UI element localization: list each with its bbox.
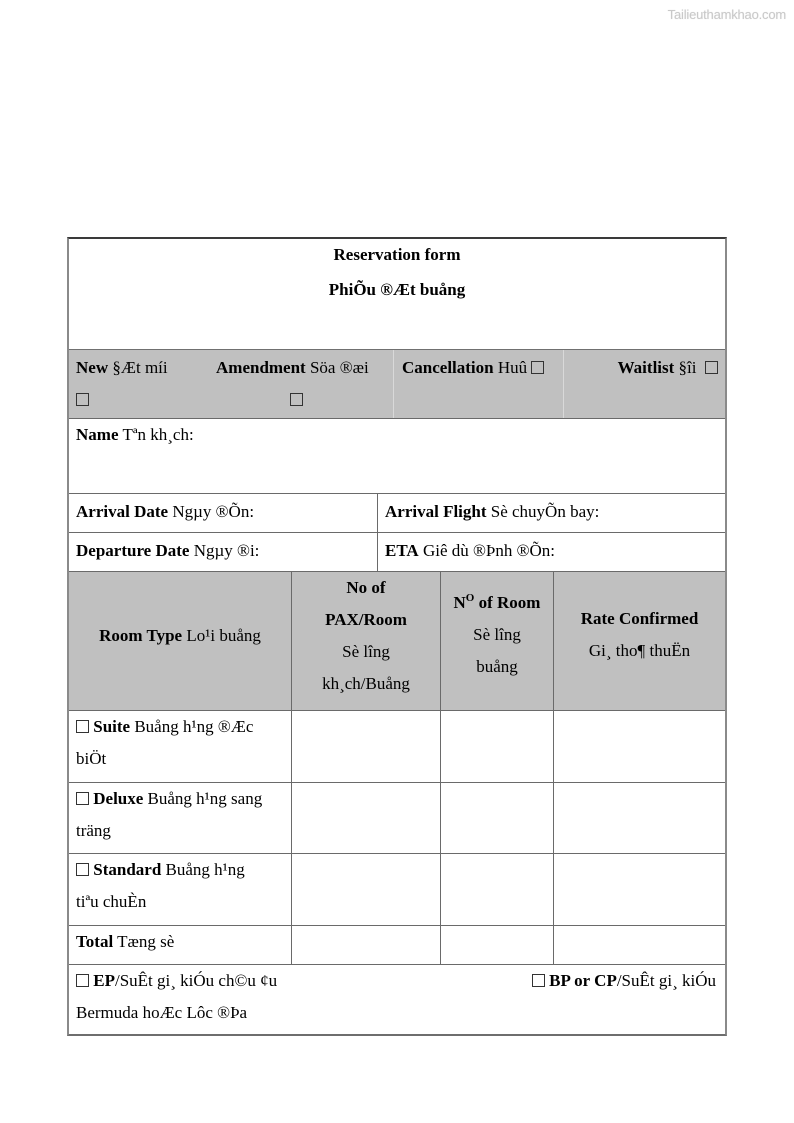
suite-vn-line2: biÖt xyxy=(76,749,107,768)
deluxe-rooms-input[interactable] xyxy=(440,783,553,853)
status-waitlist-checkbox[interactable] xyxy=(705,361,718,374)
reservation-form xyxy=(67,237,727,1036)
suite-rate-input[interactable] xyxy=(553,711,725,782)
eta-label: ETA xyxy=(385,541,419,560)
form-title-vn: PhiÕu ®Æt buång xyxy=(328,280,466,299)
status-waitlist-label: Waitlist xyxy=(617,358,675,377)
header-rate-confirmed xyxy=(553,572,725,710)
form-title-en: Reservation form xyxy=(333,245,461,264)
total-label: Total xyxy=(76,932,114,951)
eta-vn: Giê dù ®Þnh ®Õn: xyxy=(422,541,556,560)
header-number-of-rooms xyxy=(440,572,553,710)
meal-plan-row xyxy=(69,965,725,1036)
standard-vn-line2: tiªu chuÈn xyxy=(76,892,147,911)
header-room-type-label: Room Type xyxy=(99,626,183,645)
status-new-checkbox[interactable] xyxy=(76,393,89,406)
deluxe-pax-input[interactable] xyxy=(291,783,440,853)
standard-label: Standard xyxy=(93,860,162,879)
room-type-standard[interactable] xyxy=(69,854,291,925)
arrival-flight-label: Arrival Flight xyxy=(385,502,487,521)
total-rate-input[interactable] xyxy=(553,926,725,964)
status-new[interactable] xyxy=(69,352,209,418)
bp-cp-label: BP or CP xyxy=(549,971,617,990)
header-rooms-vn-line1: Sè lîng xyxy=(473,625,521,644)
status-cancellation[interactable] xyxy=(393,350,563,418)
status-cancellation-checkbox[interactable] xyxy=(531,361,544,374)
ep-vn-line1: /SuÊt gi¸ kiÓu ch©u ¢u xyxy=(114,971,278,990)
standard-vn-line1: Buång h¹ng xyxy=(165,860,245,879)
room-type-suite[interactable] xyxy=(69,711,291,782)
eta-field[interactable] xyxy=(377,533,725,571)
header-pax-line1: No of xyxy=(346,578,386,597)
meal-plan-ep[interactable] xyxy=(69,965,489,1036)
meal-plan-bp-cp[interactable] xyxy=(485,965,725,1036)
ep-checkbox[interactable] xyxy=(76,974,89,987)
header-rooms-label: $N^O$ of Room xyxy=(453,592,541,612)
departure-row xyxy=(69,533,725,572)
form-title-row xyxy=(69,239,725,350)
suite-rooms-input[interactable] xyxy=(440,711,553,782)
total-label-cell xyxy=(69,926,291,964)
status-new-vn: §Æt míi xyxy=(112,358,168,377)
status-amendment[interactable] xyxy=(216,352,394,418)
status-cancellation-label: Cancellation xyxy=(402,358,494,377)
ep-label: EP xyxy=(93,971,115,990)
deluxe-vn-line1: Buång h¹ng sang xyxy=(147,789,263,808)
reservation-status-row xyxy=(69,350,725,419)
deluxe-vn-line2: träng xyxy=(76,821,111,840)
watermark: Tailieuthamkhao.com xyxy=(667,7,786,22)
status-amendment-vn: Söa ®æi xyxy=(309,358,369,377)
standard-checkbox[interactable] xyxy=(76,863,89,876)
room-table-header xyxy=(69,572,725,711)
arrival-date-vn: Ngµy ®Õn: xyxy=(172,502,255,521)
guest-name-field[interactable] xyxy=(69,419,725,494)
total-vn: Tæng sè xyxy=(117,932,175,951)
deluxe-checkbox[interactable] xyxy=(76,792,89,805)
arrival-flight-vn: Sè chuyÕn bay: xyxy=(490,502,600,521)
status-amendment-label: Amendment xyxy=(216,358,306,377)
standard-rooms-input[interactable] xyxy=(440,854,553,925)
header-rooms-vn-line2: buång xyxy=(476,657,518,676)
suite-checkbox[interactable] xyxy=(76,720,89,733)
room-row-total xyxy=(69,926,725,965)
header-pax-vn-line2: kh¸ch/Buång xyxy=(322,674,410,693)
arrival-row xyxy=(69,494,725,533)
room-row-deluxe xyxy=(69,783,725,854)
departure-date-label: Departure Date xyxy=(76,541,190,560)
header-pax-per-room xyxy=(291,572,440,710)
status-cancellation-vn: Huû xyxy=(497,358,528,377)
suite-label: Suite xyxy=(93,717,131,736)
status-waitlist[interactable] xyxy=(563,350,725,418)
name-label: Name xyxy=(76,425,119,444)
standard-pax-input[interactable] xyxy=(291,854,440,925)
arrival-flight-field[interactable] xyxy=(377,494,725,532)
bp-cp-checkbox[interactable] xyxy=(532,974,545,987)
header-room-type xyxy=(69,572,291,710)
arrival-date-field[interactable] xyxy=(69,496,377,532)
room-row-suite xyxy=(69,711,725,783)
status-waitlist-vn: §îi xyxy=(678,358,697,377)
name-label-vn: Tªn kh¸ch: xyxy=(122,425,194,444)
deluxe-rate-input[interactable] xyxy=(553,783,725,853)
header-rate-label: Rate Confirmed xyxy=(580,609,699,628)
total-rooms-input[interactable] xyxy=(440,926,553,964)
suite-vn-line1: Buång h¹ng ®Æc xyxy=(134,717,254,736)
header-rate-vn: Gi¸ tho¶ thuËn xyxy=(588,641,691,660)
deluxe-label: Deluxe xyxy=(93,789,144,808)
status-new-label: New xyxy=(76,358,109,377)
arrival-date-label: Arrival Date xyxy=(76,502,169,521)
bp-cp-vn: /SuÊt gi¸ kiÓu xyxy=(616,971,716,990)
header-room-type-vn: Lo¹i buång xyxy=(186,626,261,645)
ep-vn-line2: Bermuda hoÆc Lôc ®Þa xyxy=(76,1003,248,1022)
header-pax-line2: PAX/Room xyxy=(325,610,407,629)
status-amendment-checkbox[interactable] xyxy=(290,393,303,406)
room-row-standard xyxy=(69,854,725,926)
header-pax-vn-line1: Sè lîng xyxy=(342,642,390,661)
room-type-deluxe[interactable] xyxy=(69,783,291,853)
departure-date-field[interactable] xyxy=(69,535,377,571)
standard-rate-input[interactable] xyxy=(553,854,725,925)
total-pax-input[interactable] xyxy=(291,926,440,964)
suite-pax-input[interactable] xyxy=(291,711,440,782)
departure-date-vn: Ngµy ®i: xyxy=(193,541,260,560)
